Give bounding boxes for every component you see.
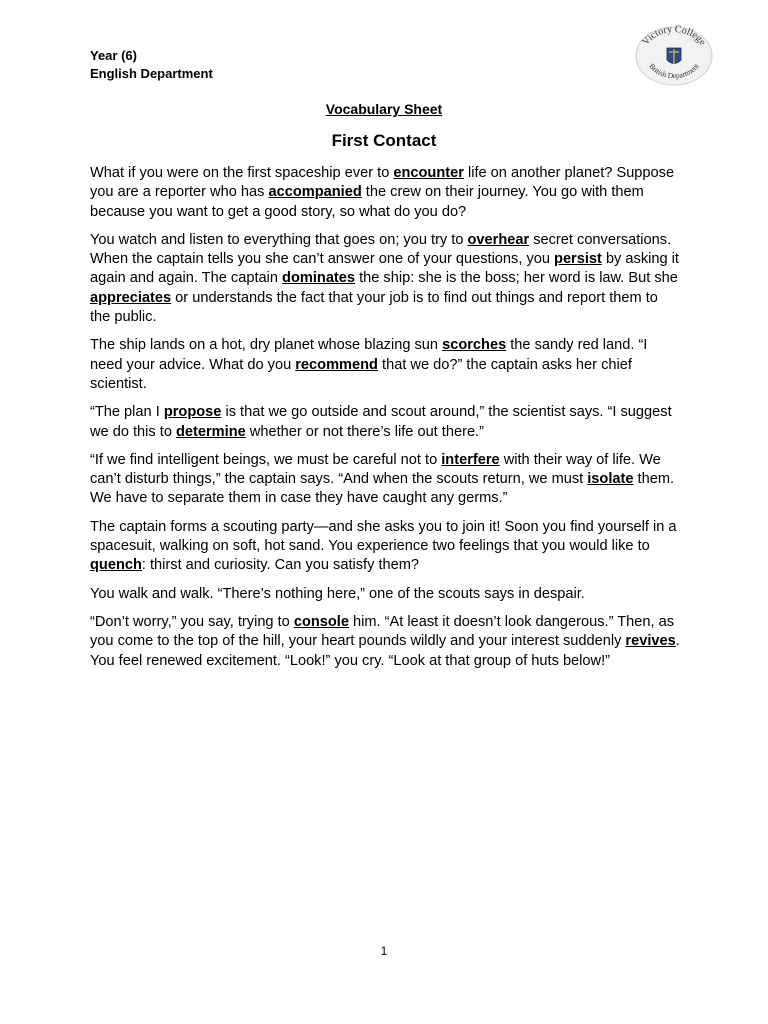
paragraph-text: You watch and listen to everything that goes on; you try to [90,231,468,248]
vocabulary-word: interfere [441,451,500,468]
paragraph-text: the ship: she is the boss; her word is law. But she [355,270,678,287]
vocabulary-word: propose [163,404,222,421]
paragraph-text: The captain forms a scouting party—and she asks you to join it! Soon you find yourself in a spacesuit, walking on soft, hot sand. You experience two feelings that you would like to [90,518,677,555]
paragraph-text: The ship lands on a hot, dry planet whose blazing sun [90,337,443,354]
story-title: First Contact [331,131,437,150]
vocabulary-word: accompanied [268,184,362,201]
paragraph-text: whether or not there’s life out there.” [245,423,484,440]
department-label: English Department [90,66,213,81]
vocabulary-word: recommend [295,356,378,373]
paragraph-text: “Don’t worry,” you say, trying to [90,613,294,630]
vocabulary-word: revives [625,633,676,650]
story-paragraph [90,518,680,576]
story-paragraph [90,451,680,509]
sheet-title: Vocabulary Sheet [325,101,443,117]
vocabulary-word: persist [554,251,602,268]
vocabulary-word: overhear [467,231,530,248]
story-paragraph [90,613,680,671]
vocabulary-word: appreciates [90,289,172,306]
paragraph-text: You walk and walk. “There’s nothing here,” one of the scouts says in despair. [90,585,585,602]
vocabulary-word: dominates [282,270,356,287]
paragraph-text: “The plan I [90,404,164,421]
college-logo [633,22,715,86]
paragraph-text: him. “At least it doesn’t look dangerous.” Then, as you come to the top of the hill, your heart pounds wildly and your interest suddenly [90,613,675,650]
document-header [90,47,213,83]
year-label: Year (6) [90,48,137,63]
story-paragraph [90,336,680,394]
story-paragraph [90,164,680,222]
page-number: 1 [380,944,388,958]
paragraph-text: the sandy red land. “I need your advice. What do you [90,337,648,373]
vocabulary-word: quench [90,557,142,574]
story-paragraph [90,403,680,442]
paragraph-text: secret conversations. When the captain tells you she can’t answer one of your questions, you [90,231,672,268]
paragraph-text: is that we go outside and scout around,” the scientist says. “I suggest we do this to [90,404,672,440]
vocabulary-word: console [293,613,349,630]
paragraph-text: by asking it again and again. The captain [90,251,679,287]
story-body [90,164,680,680]
vocabulary-word: determine [176,423,246,440]
vocabulary-word: encounter [393,165,464,181]
logo-college-text: Victory College [640,23,708,48]
paragraph-text: What if you were on the first spaceship ever to [90,165,394,181]
paragraph-text: life on another planet? Suppose you are a reporter who has [90,165,675,201]
paragraph-text: : thirst and curiosity. Can you satisfy them? [141,557,420,574]
story-paragraph [90,231,680,327]
paragraph-text: the crew on their journey. You go with them because you want to get a good story, so what do you do? [90,184,644,220]
paragraph-text: “If we find intelligent beings, we must be careful not to [90,451,442,468]
vocabulary-word: scorches [442,337,507,354]
vocabulary-word: isolate [587,471,634,488]
story-paragraph [90,585,680,604]
paragraph-text: them. We have to separate them in case they have caught any germs.” [90,471,675,507]
paragraph-text: or understands the fact that your job is to find out things and report them to the public. [90,289,658,326]
logo-department-text: British Department [647,61,701,81]
paragraph-text: . You feel renewed excitement. “Look!” you cry. “Look at that group of huts below!” [90,633,680,669]
paragraph-text: with their way of life. We can’t disturb things,” the captain says. “And when the scouts return, we must [90,451,661,488]
paragraph-text: that we do?” the captain asks her chief scientist. [90,356,632,392]
